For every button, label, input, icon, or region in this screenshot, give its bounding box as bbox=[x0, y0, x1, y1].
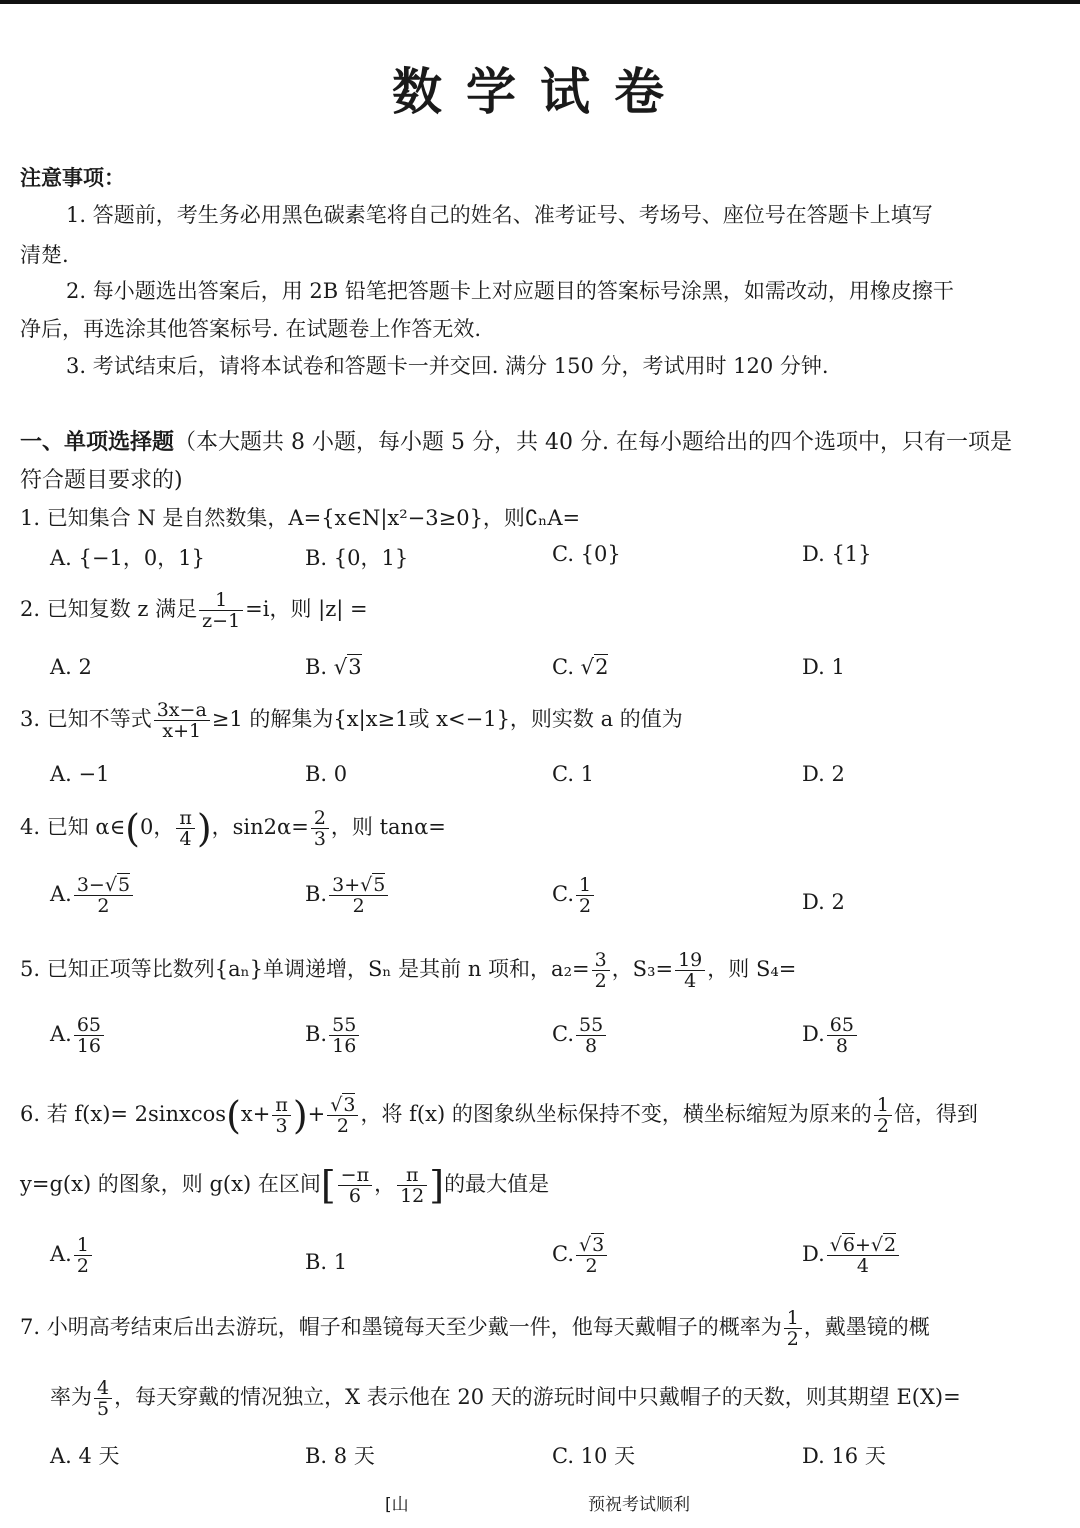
q1-option-a: A. {−1，0，1} bbox=[50, 546, 205, 570]
q7-line2-b: ，每天穿戴的情况独立，X 表示他在 20 天的游玩时间中只戴帽子的天数，则其期望 E(X)= bbox=[114, 1385, 961, 1409]
q7-stem-line-1 bbox=[20, 1308, 930, 1349]
q2-option-b-label: B. bbox=[305, 655, 334, 679]
q4-option-b bbox=[305, 875, 390, 916]
q6-half-fraction bbox=[874, 1095, 892, 1136]
q6-root-radicand: 3 bbox=[343, 1094, 356, 1116]
notice-item-2-line-2: 净后，再选涂其他答案标号. 在试题卷上作答无效. bbox=[20, 317, 482, 341]
q4-option-b-radicand: 5 bbox=[373, 874, 386, 896]
q6-option-d-den: 4 bbox=[856, 1255, 869, 1277]
section-desc-line-1: （本大题共 8 小题，每小题 5 分，共 40 分. 在每小题给出的四个选项中，只有一项是 bbox=[174, 430, 1012, 455]
q6-option-a-num: 1 bbox=[74, 1235, 92, 1256]
q6-stem-c: 倍，得到 bbox=[893, 1102, 978, 1126]
q7-stem-a: 7. 小明高考结束后出去游玩，帽子和墨镜每天至少戴一件，他每天戴帽子的概率为 bbox=[20, 1315, 782, 1339]
q4-stem-a: 4. 已知 α∈ bbox=[20, 815, 126, 839]
q5-option-b-den: 16 bbox=[332, 1035, 357, 1057]
q6-stem-line-1 bbox=[20, 1095, 978, 1136]
q4-option-a bbox=[50, 875, 135, 916]
q6-option-d-plus: + bbox=[854, 1234, 871, 1256]
notice-item-3: 3. 考试结束后，请将本试卷和答题卡一并交回. 满分 150 分，考试用时 120 分钟. bbox=[66, 354, 829, 378]
q4-interval-start: 0， bbox=[139, 815, 175, 839]
q5-option-c bbox=[552, 1015, 608, 1056]
q1-option-b: B. {0，1} bbox=[305, 546, 409, 570]
q6-interval-comma: ， bbox=[374, 1172, 396, 1196]
q7-line2-a: 率为 bbox=[50, 1385, 92, 1409]
q2-fraction bbox=[199, 590, 243, 631]
q6-right-den: 12 bbox=[400, 1185, 425, 1207]
q6-plus: + bbox=[307, 1102, 326, 1126]
q6-left-num: −π bbox=[338, 1165, 372, 1186]
q7-option-b: B. 8 天 bbox=[305, 1444, 375, 1468]
q6-option-a-den: 2 bbox=[76, 1255, 89, 1277]
q6-right-fraction bbox=[397, 1165, 427, 1206]
q6-option-c-label: C. bbox=[552, 1242, 574, 1266]
q2-frac-den: z−1 bbox=[202, 610, 241, 632]
q6-bracket-open: [ bbox=[320, 1163, 336, 1208]
q4-option-c-den: 2 bbox=[579, 895, 592, 917]
q5-option-a-den: 16 bbox=[76, 1035, 102, 1057]
q7-p2-fraction bbox=[94, 1378, 112, 1419]
q4-paren-open: ( bbox=[125, 806, 140, 851]
q6-root-fraction bbox=[327, 1095, 358, 1136]
q5-option-a-label: A. bbox=[50, 1022, 72, 1046]
q3-frac-den: x+1 bbox=[162, 720, 202, 742]
q6-root-num: √3 bbox=[327, 1095, 358, 1116]
q6-left-fraction bbox=[338, 1165, 372, 1206]
q5-stem-b: ，S₃= bbox=[611, 957, 674, 981]
q1-stem: 1. 已知集合 N 是自然数集，A={x∈N|x²−3≥0}，则∁ₙA= bbox=[20, 506, 581, 530]
q5-option-b-label: B. bbox=[305, 1022, 328, 1046]
page-title: 数学试卷 bbox=[392, 62, 688, 121]
q6-option-d-radicand-2: 2 bbox=[884, 1234, 897, 1256]
q5-a2-den: 2 bbox=[594, 970, 607, 992]
q5-stem bbox=[20, 950, 796, 991]
q5-s3-fraction bbox=[675, 950, 705, 991]
footer-right: 预祝考试顺利 bbox=[588, 1495, 690, 1515]
notice-heading: 注意事项： bbox=[20, 165, 125, 190]
q6-option-c-fraction bbox=[576, 1235, 607, 1276]
q1-option-d: D. {1} bbox=[802, 542, 872, 566]
q2-option-c-radicand: 2 bbox=[595, 655, 609, 679]
q6-option-d-fraction bbox=[827, 1235, 899, 1276]
q2-stem-b: =i，则 |z| = bbox=[245, 597, 368, 621]
q2-frac-num: 1 bbox=[199, 590, 243, 611]
q6-line2-a: y=g(x) 的图象，则 g(x) 在区间 bbox=[20, 1172, 321, 1196]
q5-option-b-num: 55 bbox=[329, 1015, 359, 1036]
q7-p2-num: 4 bbox=[94, 1378, 112, 1399]
q4-option-a-radicand: 5 bbox=[117, 874, 131, 896]
q5-a2-num: 3 bbox=[592, 950, 610, 971]
q5-option-d-fraction bbox=[827, 1015, 857, 1056]
top-border bbox=[0, 0, 1080, 4]
q6-pi-num: π bbox=[272, 1095, 291, 1116]
q4-option-b-den: 2 bbox=[352, 895, 365, 917]
q4-option-c-num: 1 bbox=[576, 875, 594, 896]
q6-left-den: 6 bbox=[348, 1185, 361, 1207]
q6-bracket-close: ] bbox=[429, 1163, 445, 1208]
q6-option-a-label: A. bbox=[50, 1242, 72, 1266]
q7-p1-fraction bbox=[784, 1308, 802, 1349]
q4-option-a-label: A. bbox=[50, 882, 72, 906]
q3-stem-a: 3. 已知不等式 bbox=[20, 707, 152, 731]
q7-p1-den: 2 bbox=[786, 1328, 799, 1350]
q5-option-a bbox=[50, 1015, 106, 1056]
q2-option-d: D. 1 bbox=[802, 655, 845, 679]
q4-option-b-num-text: 3+ bbox=[332, 874, 361, 896]
q5-option-c-num: 55 bbox=[576, 1015, 606, 1036]
q5-option-a-fraction bbox=[74, 1015, 104, 1056]
q6-option-c-num: √3 bbox=[576, 1235, 607, 1256]
q6-option-d-radicand-1: 6 bbox=[842, 1234, 855, 1256]
q5-option-d-num: 65 bbox=[827, 1015, 857, 1036]
q5-s3-den: 4 bbox=[684, 970, 697, 992]
q6-option-b: B. 1 bbox=[305, 1250, 348, 1274]
q4-stem bbox=[20, 808, 446, 849]
q6-option-d-label: D. bbox=[802, 1242, 825, 1266]
q7-option-c: C. 10 天 bbox=[552, 1444, 636, 1468]
q3-stem bbox=[20, 700, 683, 741]
q6-stem-b: ，将 f(x) 的图象纵坐标保持不变，横坐标缩短为原来的 bbox=[360, 1102, 872, 1126]
q5-stem-a: 5. 已知正项等比数列{aₙ}单调递增，Sₙ 是其前 n 项和，a₂= bbox=[20, 957, 590, 981]
q7-option-a: A. 4 天 bbox=[50, 1444, 120, 1468]
q6-pi-fraction bbox=[272, 1095, 291, 1136]
q4-pi-fraction bbox=[176, 808, 195, 849]
q5-stem-c: ，则 S₄= bbox=[707, 957, 797, 981]
q6-half-den: 2 bbox=[876, 1115, 889, 1137]
q5-option-c-den: 8 bbox=[585, 1035, 598, 1057]
q4-paren-close: ) bbox=[196, 806, 212, 851]
q5-option-c-fraction bbox=[576, 1015, 606, 1056]
q4-option-a-fraction bbox=[74, 875, 133, 916]
q4-option-b-label: B. bbox=[305, 882, 328, 906]
q6-pi-den: 3 bbox=[275, 1115, 288, 1137]
q2-stem bbox=[20, 590, 368, 631]
q4-option-c-fraction bbox=[576, 875, 594, 916]
q6-option-a-fraction bbox=[74, 1235, 92, 1276]
q3-stem-b: ≥1 的解集为{x|x≥1或 x<−1}，则实数 a 的值为 bbox=[211, 707, 683, 731]
q6-inner: x+ bbox=[240, 1102, 271, 1126]
q6-root-den: 2 bbox=[336, 1115, 349, 1137]
notice-item-2-line-1: 2. 每小题选出答案后，用 2B 铅笔把答题卡上对应题目的答案标号涂黑，如需改动，用橡皮擦干 bbox=[66, 279, 954, 303]
q4-option-b-num: 3+√5 bbox=[329, 875, 388, 896]
q6-option-c-den: 2 bbox=[585, 1255, 598, 1277]
q4-val-den: 3 bbox=[313, 828, 326, 850]
q6-option-a bbox=[50, 1235, 94, 1276]
notice-item-1-line-2: 清楚. bbox=[20, 243, 69, 267]
q6-paren-close: ) bbox=[292, 1093, 308, 1138]
q4-option-d: D. 2 bbox=[802, 890, 845, 914]
footer-left: [山 bbox=[385, 1495, 409, 1515]
q6-line2-b: 的最大值是 bbox=[444, 1172, 550, 1196]
q5-option-d-label: D. bbox=[802, 1022, 825, 1046]
q5-option-d bbox=[802, 1015, 859, 1056]
q7-option-d: D. 16 天 bbox=[802, 1444, 886, 1468]
q6-option-d-num: √6+√2 bbox=[827, 1235, 899, 1256]
section-header bbox=[20, 427, 1012, 458]
q4-stem-b: ，sin2α= bbox=[211, 815, 309, 839]
q4-option-a-den: 2 bbox=[97, 895, 110, 917]
section-desc-line-2: 符合题目要求的) bbox=[20, 468, 183, 493]
q2-option-c: C. √2 bbox=[552, 655, 609, 679]
q5-option-c-label: C. bbox=[552, 1022, 574, 1046]
q3-option-a: A. −1 bbox=[50, 762, 110, 786]
q4-option-c-label: C. bbox=[552, 882, 574, 906]
q6-option-c bbox=[552, 1235, 609, 1276]
q6-paren-open: ( bbox=[226, 1093, 241, 1138]
q2-option-b-radicand: 3 bbox=[348, 655, 362, 679]
q4-option-a-num-text: 3− bbox=[76, 874, 105, 896]
q3-option-c: C. 1 bbox=[552, 762, 595, 786]
q6-stem-line-2 bbox=[20, 1165, 549, 1206]
q3-frac-num: 3x−a bbox=[154, 700, 210, 721]
q5-s3-num: 19 bbox=[675, 950, 705, 971]
q4-pi-den: 4 bbox=[179, 828, 192, 850]
q6-half-num: 1 bbox=[874, 1095, 892, 1116]
q6-option-c-radicand: 3 bbox=[592, 1234, 605, 1256]
q5-option-b bbox=[305, 1015, 361, 1056]
q2-option-b: B. √3 bbox=[305, 655, 362, 679]
q7-stem-line-2 bbox=[50, 1378, 961, 1419]
q5-option-d-den: 8 bbox=[835, 1035, 848, 1057]
q7-p1-num: 1 bbox=[784, 1308, 802, 1329]
section-heading: 一、单项选择题 bbox=[20, 429, 175, 455]
q2-option-c-label: C. bbox=[552, 655, 581, 679]
notice-item-1-line-1: 1. 答题前，考生务必用黑色碳素笔将自己的姓名、准考证号、考场号、座位号在答题卡上填写 bbox=[66, 203, 933, 227]
q6-stem-a: 6. 若 f(x)= 2sinxcos bbox=[20, 1102, 227, 1126]
q6-right-num: π bbox=[397, 1165, 427, 1186]
q1-option-c: C. {0} bbox=[552, 542, 621, 566]
q7-p2-den: 5 bbox=[97, 1398, 110, 1420]
q4-option-a-num: 3−√5 bbox=[74, 875, 133, 896]
q3-option-b: B. 0 bbox=[305, 762, 348, 786]
q7-stem-b: ，戴墨镜的概 bbox=[803, 1315, 930, 1339]
q4-pi-num: π bbox=[176, 808, 195, 829]
q2-option-a: A. 2 bbox=[50, 655, 92, 679]
q2-stem-a: 2. 已知复数 z 满足 bbox=[20, 597, 198, 621]
q5-option-b-fraction bbox=[329, 1015, 359, 1056]
q5-a2-fraction bbox=[592, 950, 610, 991]
q4-value-fraction bbox=[311, 808, 329, 849]
q4-stem-c: ，则 tanα= bbox=[330, 815, 446, 839]
q4-option-b-fraction bbox=[329, 875, 388, 916]
q6-option-d bbox=[802, 1235, 901, 1276]
q4-option-c bbox=[552, 875, 596, 916]
q3-fraction bbox=[154, 700, 210, 741]
q4-val-num: 2 bbox=[311, 808, 329, 829]
q3-option-d: D. 2 bbox=[802, 762, 845, 786]
q5-option-a-num: 65 bbox=[74, 1015, 104, 1036]
